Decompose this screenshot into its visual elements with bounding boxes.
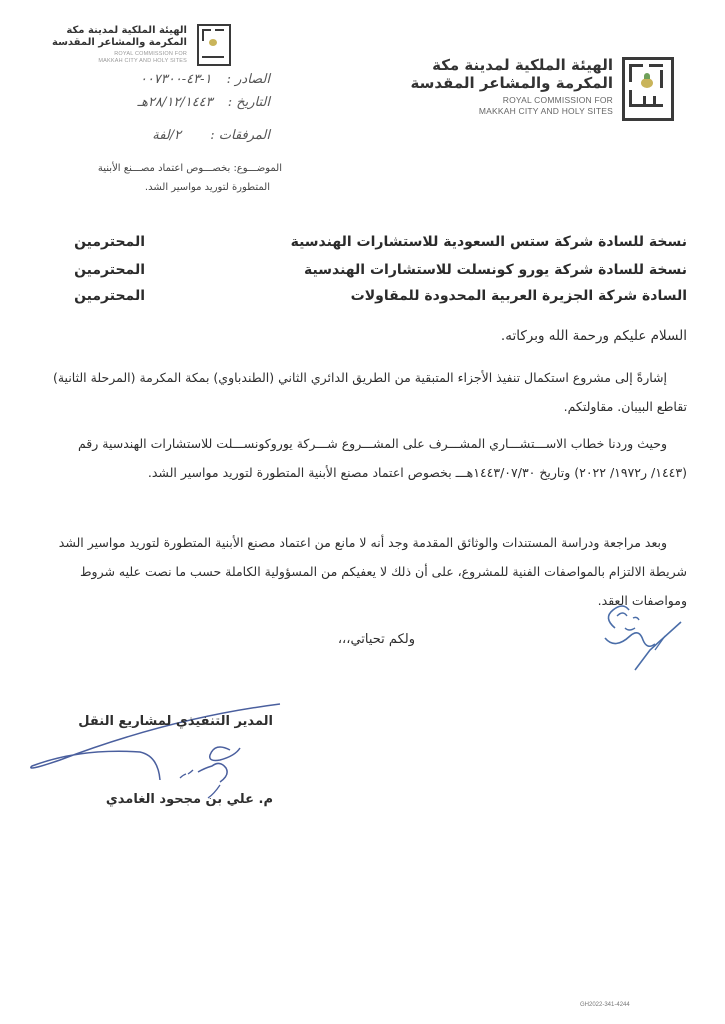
commission-logo [622,57,674,121]
org-name-ar-line2: المكرمة والمشاعر المقدسة [410,74,613,92]
org-name-en-line1: ROYAL COMMISSION FOR [502,95,613,105]
date-label: التاريخ : [227,95,270,110]
outgoing-row [140,68,270,87]
paragraph-3: وبعد مراجعة ودراسة المستندات والوثائق المقدمة وجد أنه لا مانع من اعتماد مصنع الأبنية المتطورة لتوريد مواسير الشد شريطة الالتزام بالمواصفات الفنية للمشروع، على أن ذلك لا يعفيكم من المسؤولية الكاملة حسب ما نصت عليه شروط ومواصفات العقد. [58,535,687,608]
footer-reference-code: GH2022-341-4244 [580,1002,630,1008]
recipient-3-honorific: المحترمين [74,288,145,304]
stamp-emblem-icon [209,39,217,46]
outgoing-label: الصادر : [226,72,270,87]
signatory-name: م. علي بن مجحود الغامدي [105,792,273,807]
org-name-en-line2: MAKKAH CITY AND HOLY SITES [478,106,613,116]
initials-signature-icon [595,588,695,683]
attachments-row [152,124,270,143]
recipient-3-name: السادة شركة الجزيرة العربية المحدودة للمقاولات [350,288,687,304]
paragraph-2: وحيث وردنا خطاب الاســـتشـــاري المشـــرف على المشـــروع شـــركة يوروكونســـلت للاستشارات الهندسية رقم (١٤٤٣/ ر١٩٧٢/ ٢٠٢٢) وتاريخ ١٤٤٣/٠٧/٣٠هـــ بخصوص اعتماد مصنع الأبنية المتطورة لتوريد مواسير الشد. [77,436,687,480]
recipient-1-name: نسخة للسادة شركة ستس السعودية للاستشارات الهندسية [290,234,687,250]
subject-line2: المتطورة لتوريد مواسير الشد. [144,182,270,193]
stamp-logo [197,24,231,66]
greeting: السلام عليكم ورحمة الله وبركاته. [500,328,687,344]
subject-line1: الموضـــوع: بخصـــوص اعتماد مصـــنع الأبنية [97,163,282,174]
date-row [137,91,270,110]
stamp-org-name-en-line1: ROYAL COMMISSION FOR [114,51,187,57]
org-name-ar-line1: الهيئة الملكية لمدينة مكة [432,56,613,74]
recipient-1-honorific: المحترمين [74,234,145,250]
stamp-org-name-ar-line2: المكرمة والمشاعر المقدسة [52,37,187,48]
signatory-title: المدير التنفيذي لمشاريع النقل [78,714,273,729]
stamp-org-name-en-line2: MAKKAH CITY AND HOLY SITES [98,58,187,64]
outgoing-number: ١-٤٣-٠٠٧٣٠٠ [139,72,212,87]
attachments-value: ٢/لفة [152,128,182,143]
closing: ولكم تحياتي،،، [337,632,415,647]
recipient-2-name: نسخة للسادة شركة يورو كونسلت للاستشارات الهندسية [304,262,687,278]
stamp-org-name-ar-line1: الهيئة الملكية لمدينة مكة [66,25,187,36]
paragraph-1: إشارةً إلى مشروع استكمال تنفيذ الأجزاء المتبقية من الطريق الدائري الثاني (الطندباوي) بمكة المكرمة (المرحلة الثانية) تقاطع البيبان. مقاولتكم. [52,370,687,414]
recipient-2-honorific: المحترمين [74,262,145,278]
attachments-label: المرفقات : [210,128,270,143]
emblem-icon [641,78,653,88]
date-value: ٢٨/١٢/١٤٤٣هـ [137,95,213,110]
